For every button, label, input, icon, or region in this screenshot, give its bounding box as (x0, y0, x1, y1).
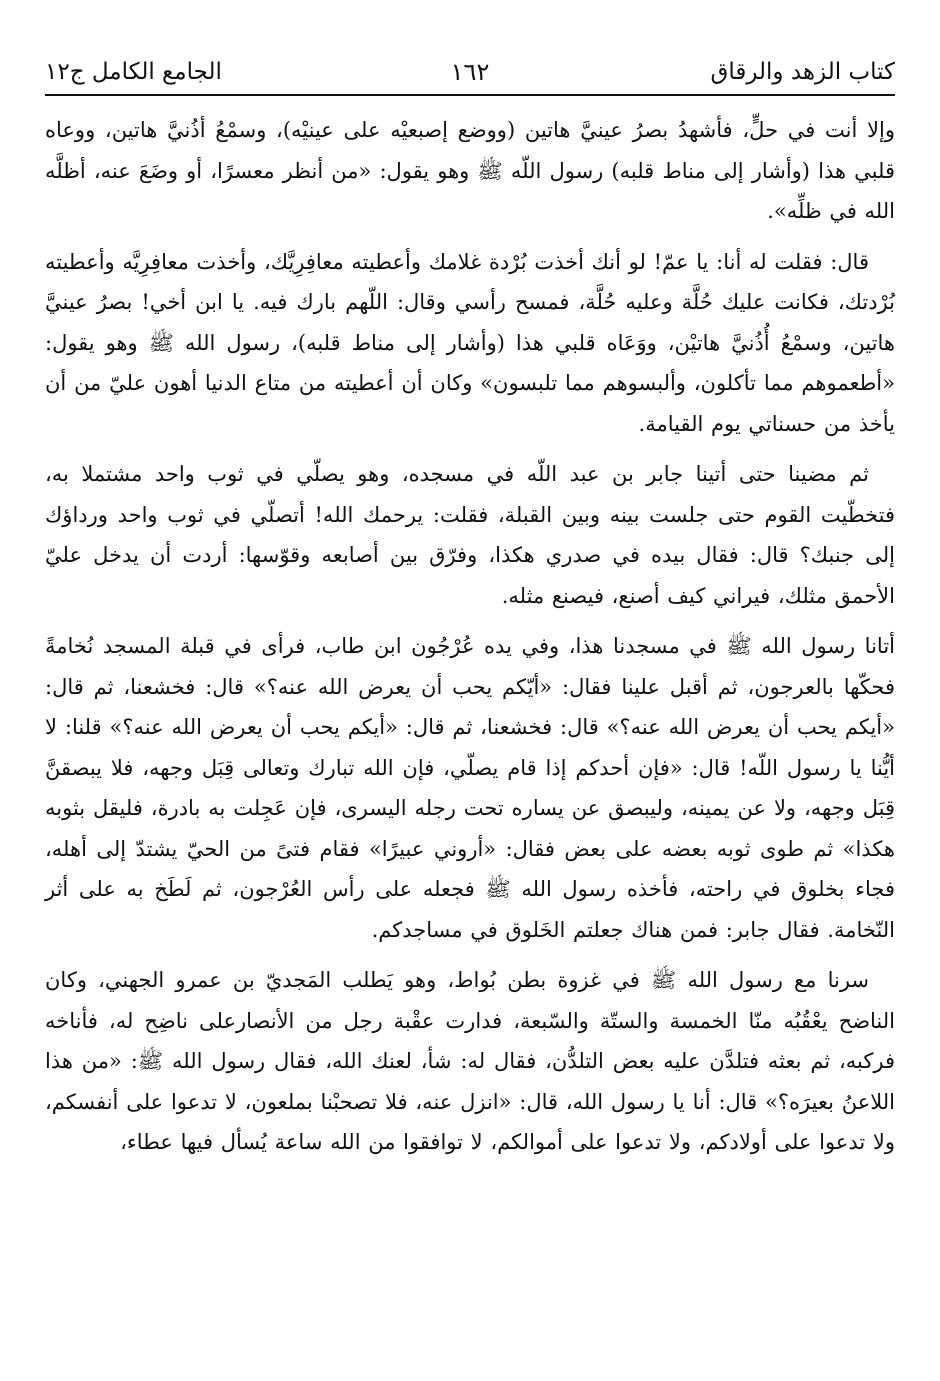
volume-title: الجامع الكامل ج١٢ (45, 59, 222, 85)
paragraph: سرنا مع رسول الله ﷺ في غزوة بطن بُواط، وهو يَطلب المَجديّ بن عمرو الجهني، وكان الناضح يعْقُبُه منّا الخمسة والستّة والسّبعة، فدارت عقْبة رجل من الأنصارعلى ناضِح له، فأناخه فركبه، ثم بعثه فتلدَّن عليه بعض التلدُّن، فقال له: شأ، لعنك الله، فقال رسول الله ﷺ: «من هذا اللاعنُ بعيرَه؟» قال: أنا يا رسول الله، قال: «انزل عنه، فلا تصحبْنا بملعون، لا تدعوا على أنفسكم، ولا تدعوا على أولادكم، ولا تدعوا على أموالكم، لا توافقوا من الله ساعة يُسأل فيها عطاء، (45, 968, 895, 1154)
paragraph: أتانا رسول الله ﷺ في مسجدنا هذا، وفي يده عُرْجُون ابن طاب، فرأى في قبلة المسجد نُخامةً فحكّها بالعرجون، ثم أقبل علينا فقال: «أيّكم يحب أن يعرض الله عنه؟» قال: فخشعنا، ثم قال: «أيكم يحب أن يعرض الله عنه؟» قال: فخشعنا، ثم قال: «أيكم يحب أن يعرض الله عنه؟» قلنا: لا أيُّنا يا رسول اللّه! قال: «فإن أحدكم إذا قام يصلّي، فإن الله تبارك وتعالى قِبَل وجهه، فلا يبصقنَّ قِبَل وجهه، ولا عن يمينه، وليبصق عن يساره تحت رجله اليسرى، فإن عَجِلت به بادرة، فليقل بثوبه هكذا» ثم طوى ثوبه بعضه على بعض فقال: «أروني عبيرًا» فقام فتىً من الحيّ يشتدّ إلى أهله، فجاء بخلوق في راحته، فأخذه رسول الله ﷺ فجعله على رأس العُرْجون، ثم لَطَخ به على أثر النّخامة. فقال جابر: فمن هناك جعلتم الخَلوق في مساجدكم. (45, 634, 895, 942)
page-header (45, 48, 895, 96)
paragraph: ثم مضينا حتى أتينا جابر بن عبد اللّه في مسجده، وهو يصلّي في ثوب واحد مشتملا به، فتخطّيت القوم حتى جلست بينه وبين القبلة، فقلت: يرحمك الله! أتصلّي في ثوب واحد ورداؤك إلى جنبك؟ قال: فقال بيده في صدري هكذا، وفرّق بين أصابعه وقوّسها: أردت أن يدخل عليّ الأحمق مثلك، فيراني كيف أصنع، فيصنع مثله. (45, 462, 895, 608)
paragraph: قال: فقلت له أنا: يا عمّ! لو أنك أخذت بُرْدة غلامك وأعطيته معافِرِيَّك، وأخذت معافِرِيَّه وأعطيته بُرْدتك، فكانت عليك حُلَّة وعليه حُلَّة، فمسح رأسي وقال: اللّهم بارك فيه. يا ابن أخي! بصرُ عينيَّ هاتين، وسمْعُ أُذُنيَّ هاتيْن، ووَعَاه قلبي هذا (وأشار إلى مناط قلبه)، رسول الله ﷺ وهو يقول: «أطعموهم مما تأكلون، وألبسوهم مما تلبسون» وكان أن أعطيته من متاع الدنيا أهون عليّ من أن يأخذ من حسناتي يوم القيامة. (45, 249, 895, 436)
page-body (45, 96, 895, 1163)
page-number: ١٦٢ (450, 58, 490, 86)
document-page (45, 48, 895, 1173)
book-title: كتاب الزهد والرقاق (710, 59, 895, 85)
paragraph: وإلا أنت في حلٍّ، فأشهدُ بصرُ عينيَّ هاتين (ووضع إصبعيْه على عينيْه)، وسمْعُ أذُنيَّ هاتين، ووعاه قلبي هذا (وأشار إلى مناط قلبه) رسول اللّه ﷺ وهو يقول: «من أنظر معسرًا، أو وضَعَ عنه، أظلَّه الله في ظلِّه». (45, 118, 895, 223)
